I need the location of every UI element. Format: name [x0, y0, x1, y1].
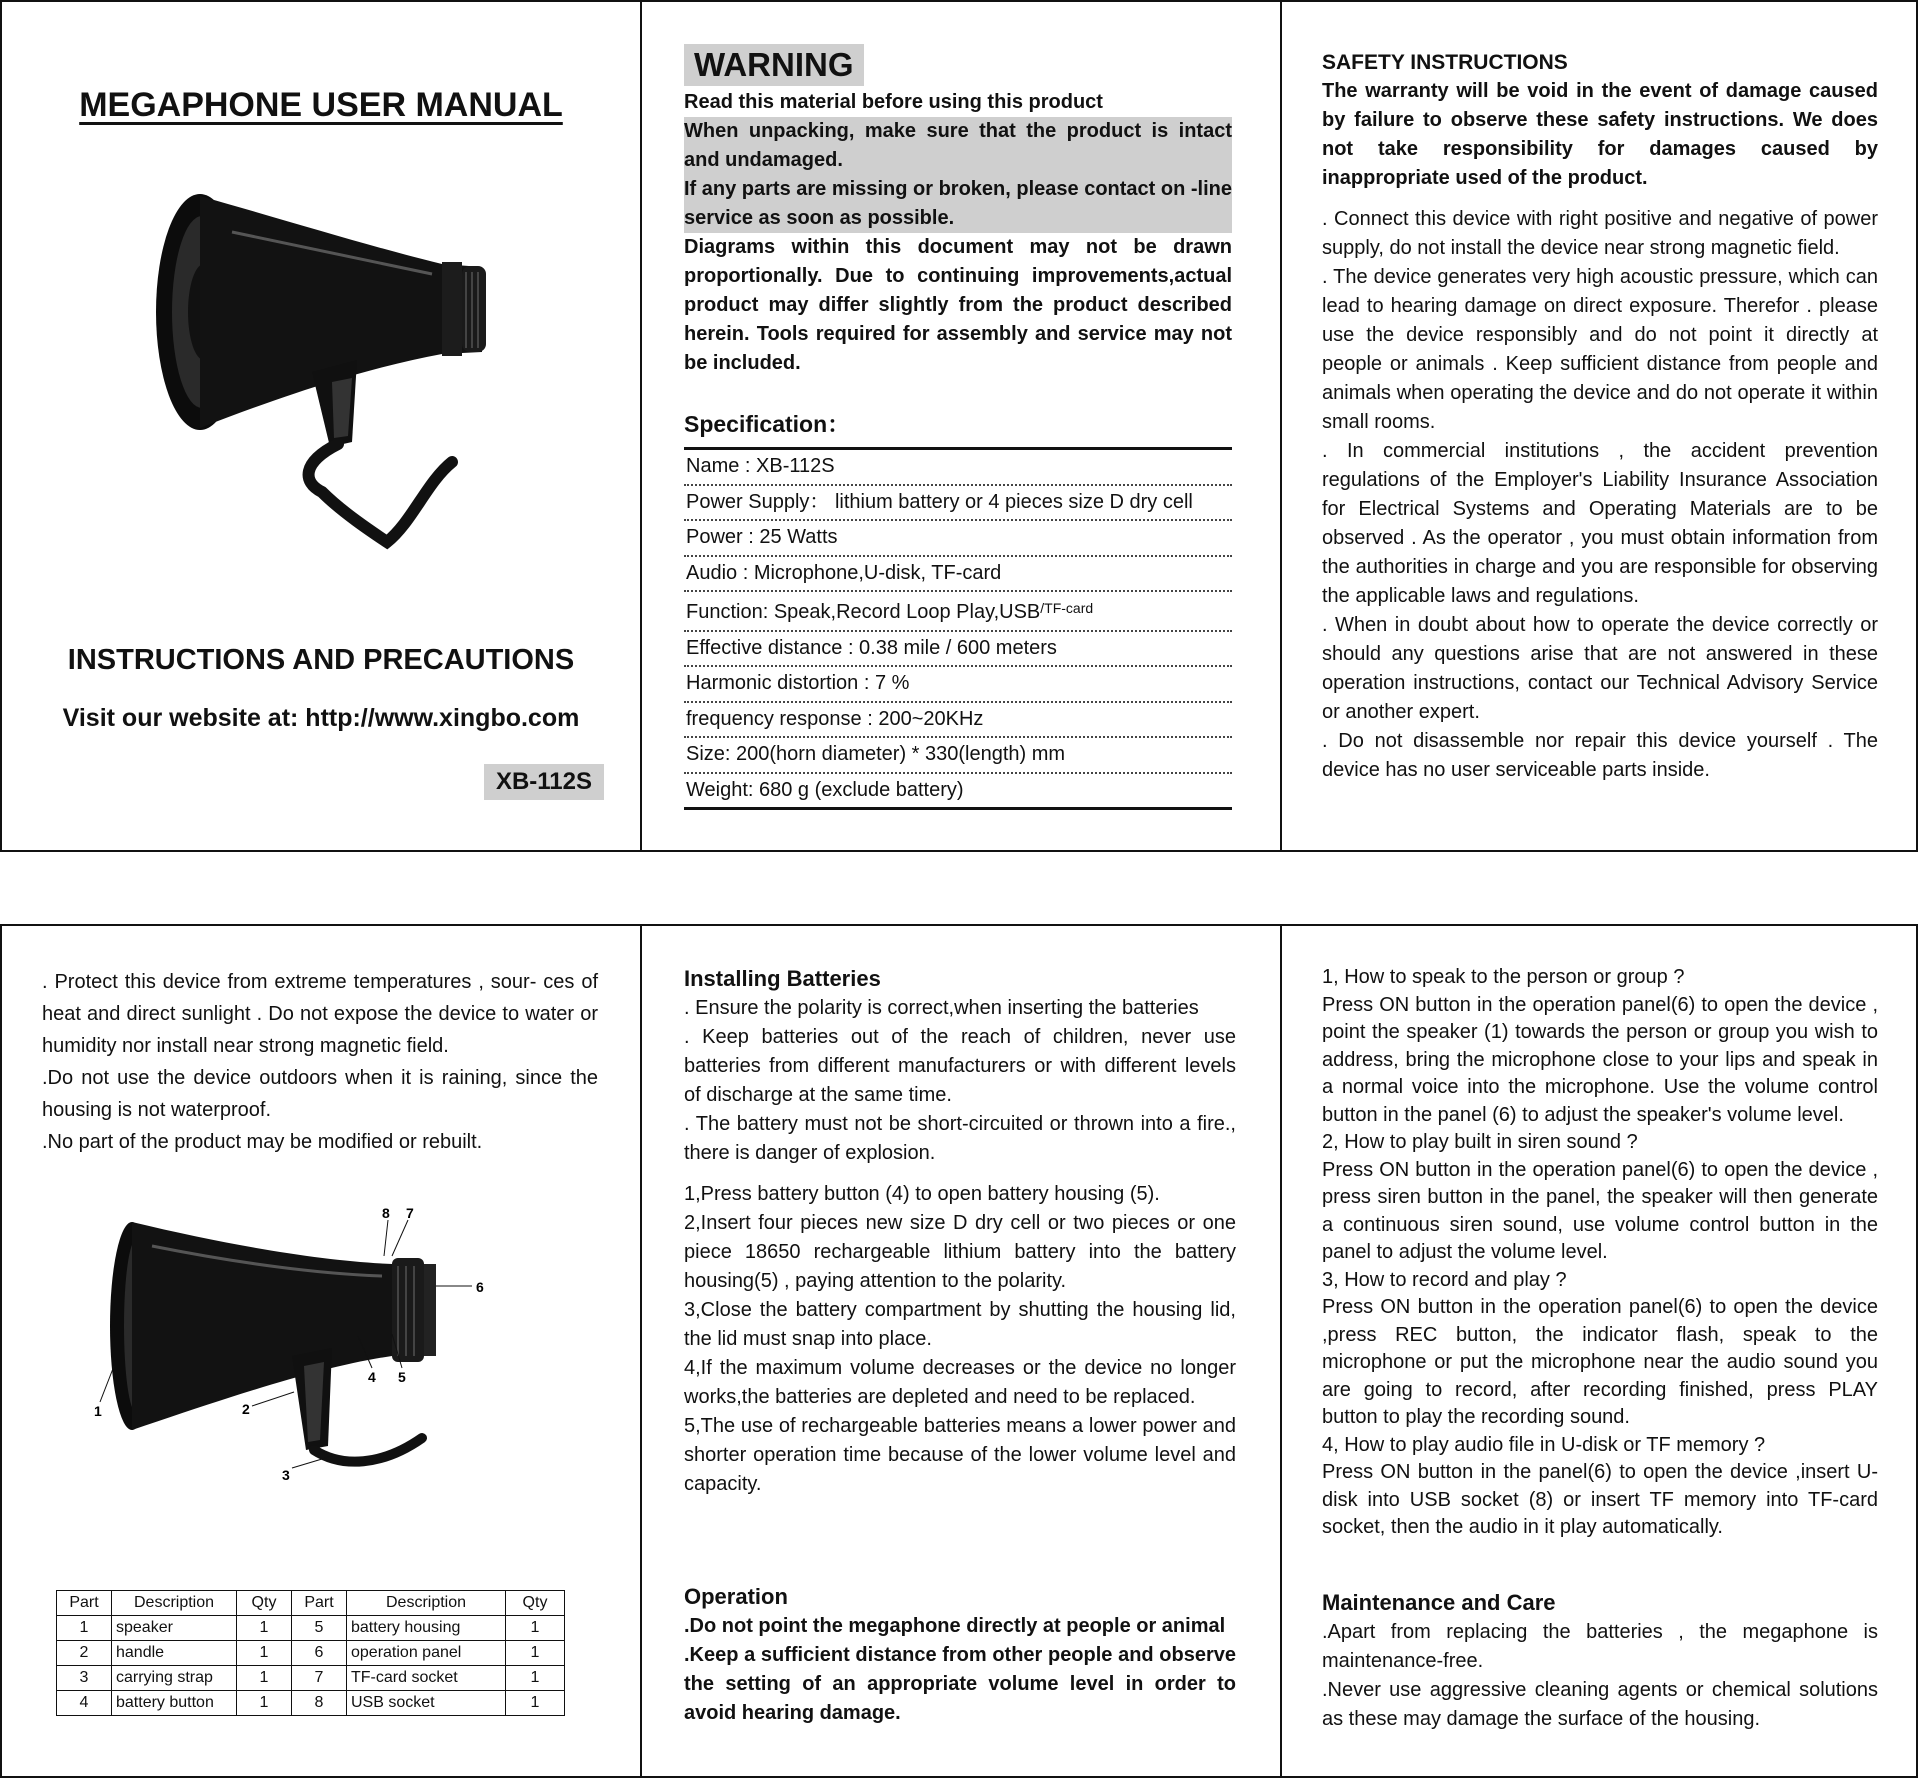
callout-2: 2 — [242, 1401, 250, 1417]
spec-function: Function: Speak,Record Loop Play,USB — [686, 601, 1041, 623]
warning-line: If any parts are missing or broken, please contact on -line service as soon as possible. — [684, 175, 1232, 233]
operation-line: .Do not point the megaphone directly at people or animal — [684, 1615, 1226, 1637]
callout-6: 6 — [476, 1279, 484, 1295]
table-cell: 1 — [237, 1641, 292, 1666]
table-cell: battery housing — [347, 1616, 506, 1641]
battery-bullet: . Keep batteries out of the reach of children, never use batteries from different manufacturers or with different levels of discharge at the same time. — [684, 1026, 1236, 1106]
col-header: Qty — [237, 1591, 292, 1616]
batteries-title: Installing Batteries — [684, 966, 881, 991]
table-cell: 1 — [506, 1641, 565, 1666]
howto-answer: Press ON button in the panel(6) to open the device ,insert U-disk into USB socket (8) or insert TF memory into TF-card socket, then the audio in it play automatically. — [1322, 1461, 1878, 1538]
table-cell: 1 — [57, 1616, 112, 1641]
callout-5: 5 — [398, 1369, 406, 1385]
col-header: Description — [347, 1591, 506, 1616]
table-row — [57, 1616, 565, 1641]
battery-step: 4,If the maximum volume decreases or the device no longer works,the batteries are depleted and need to be replaced. — [684, 1357, 1236, 1408]
table-cell: 1 — [237, 1616, 292, 1641]
col-header: Part — [292, 1591, 347, 1616]
callout-8: 8 — [382, 1206, 390, 1221]
spec-row: frequency response : 200~20KHz — [684, 703, 1232, 739]
spec-row: Power Supply： lithium battery or 4 pieces size D dry cell — [684, 486, 1232, 522]
howto-question: 2, How to play built in siren sound ? — [1322, 1131, 1638, 1153]
table-cell: 5 — [292, 1616, 347, 1641]
callout-3: 3 — [282, 1467, 290, 1483]
table-cell: speaker — [112, 1616, 237, 1641]
specification-table — [684, 447, 1232, 810]
maintenance-line: .Apart from replacing the batteries , the megaphone is maintenance-free. — [1322, 1621, 1878, 1672]
specification-title: Specification： — [684, 411, 851, 437]
safety-item: . The device generates very high acoustic pressure, which can lead to hearing damage on direct exposure. Therefor . please use the device responsibly and do not point it directly at people or animals . Keep sufficient distance from people and animals when operating the device and do not operate it within small rooms. — [1322, 266, 1878, 433]
batteries-panel — [642, 926, 1280, 1776]
spec-row: Power : 25 Watts — [684, 521, 1232, 557]
battery-bullet: . The battery must not be short-circuited or thrown into a fire., there is danger of explosion. — [684, 1113, 1236, 1164]
table-row — [57, 1666, 565, 1691]
safety-panel — [1282, 2, 1918, 850]
howto-section — [1322, 964, 1878, 1542]
safety-title: SAFETY INSTRUCTIONS — [1322, 51, 1568, 74]
safety-item: . Do not disassemble nor repair this device yourself . The device has no user serviceable parts inside. — [1322, 730, 1878, 781]
callout-1: 1 — [94, 1403, 102, 1419]
howto-panel — [1282, 926, 1918, 1776]
table-cell: 7 — [292, 1666, 347, 1691]
warning-line: When unpacking, make sure that the product is intact and undamaged. — [684, 117, 1232, 175]
protect-section — [42, 966, 598, 1158]
howto-question: 4, How to play audio file in U-disk or TF memory ? — [1322, 1433, 1766, 1456]
howto-answer: Press ON button in the operation panel(6) to open the device ,press REC button, the indicator flash, speak to the microphone or put the microphone near the audio sound you are going to record, after recording finished, press PLAY button to play the recording sound. — [1322, 1296, 1878, 1428]
table-cell: 3 — [57, 1666, 112, 1691]
col-header: Description — [112, 1591, 237, 1616]
howto-answer: Press ON button in the operation panel(6) to open the device , press siren button in the panel, the speaker will then generate a continuous siren sound, use volume control button in the panel to adjust the volume level. — [1322, 1158, 1878, 1263]
howto-question: 1, How to speak to the person or group ? — [1322, 966, 1685, 988]
table-cell: 2 — [57, 1641, 112, 1666]
protect-item: .Do not use the device outdoors when it is raining, since the housing is not waterproof. — [42, 1067, 598, 1121]
operation-title: Operation — [684, 1584, 788, 1609]
operation-section — [684, 1584, 1236, 1728]
specification-section — [684, 406, 1232, 810]
spec-row: Effective distance : 0.38 mile / 600 meters — [684, 632, 1232, 668]
spec-row: Weight: 680 g (exclude battery) — [686, 778, 964, 801]
parts-table — [56, 1590, 565, 1716]
spec-row: Name : XB-112S — [684, 450, 1232, 486]
warning-line: Diagrams within this document may not be drawn proportionally. Due to continuing improvements,actual product may differ slightly from the product described herein. Tools required for assembly and service may not be included. — [684, 236, 1232, 374]
protect-item: .No part of the product may be modified or rebuilt. — [42, 1131, 483, 1153]
spec-row: Harmonic distortion : 7 % — [684, 667, 1232, 703]
table-cell: battery button — [112, 1691, 237, 1716]
battery-step: 3,Close the battery compartment by shutting the housing lid, the lid must snap into place. — [684, 1299, 1236, 1350]
callout-4: 4 — [368, 1369, 376, 1385]
table-cell: 8 — [292, 1691, 347, 1716]
cover-panel — [2, 2, 640, 850]
table-cell: 1 — [506, 1691, 565, 1716]
maintenance-section — [1322, 1590, 1878, 1734]
battery-step: 5,The use of rechargeable batteries means a lower power and shorter operation time because of the lower volume level and capacity. — [684, 1415, 1236, 1495]
spec-row: Audio : Microphone,U-disk, TF-card — [684, 557, 1232, 593]
operation-line: .Keep a sufficient distance from other people and observe the setting of an appropriate volume level in order to avoid hearing damage. — [684, 1644, 1236, 1724]
table-cell: TF-card socket — [347, 1666, 506, 1691]
maintenance-title: Maintenance and Care — [1322, 1590, 1556, 1615]
col-header: Part — [57, 1591, 112, 1616]
table-cell: 1 — [506, 1666, 565, 1691]
megaphone-photo — [152, 192, 502, 552]
table-cell: carrying strap — [112, 1666, 237, 1691]
manual-title: MEGAPHONE USER MANUAL — [79, 86, 563, 124]
safety-section — [1322, 48, 1878, 785]
safety-item: . When in doubt about how to operate the device correctly or should any questions arise that are not answered in these operation instructions, contact our Technical Advisory Service or another expert. — [1322, 614, 1878, 723]
battery-bullet: . Ensure the polarity is correct,when inserting the batteries — [684, 997, 1199, 1019]
table-cell: USB socket — [347, 1691, 506, 1716]
spec-row: Size: 200(horn diameter) * 330(length) mm — [684, 738, 1232, 774]
howto-question: 3, How to record and play ? — [1322, 1268, 1567, 1291]
warning-block — [684, 44, 1232, 378]
manual-sheet-front — [0, 0, 1918, 852]
parts-panel — [2, 926, 640, 1776]
website-line: Visit our website at: http://www.xingbo.com — [62, 704, 580, 732]
batteries-section — [684, 966, 1236, 1499]
battery-step: 2,Insert four pieces new size D dry cell or two pieces or one piece 18650 rechargeable lithium battery into the battery housing(5) , paying attention to the polarity. — [684, 1212, 1236, 1292]
parts-table-header — [57, 1591, 565, 1616]
maintenance-line: .Never use aggressive cleaning agents or chemical solutions as these may damage the surface of the housing. — [1322, 1679, 1878, 1730]
model-badge: XB-112S — [484, 764, 604, 800]
table-row — [57, 1641, 565, 1666]
manual-sheet-back — [0, 924, 1918, 1778]
safety-item: . Connect this device with right positive and negative of power supply, do not install the device near strong magnetic field. — [1322, 208, 1878, 259]
howto-answer: Press ON button in the operation panel(6) to open the device , point the speaker (1) towards the person or group you wish to address, bring the microphone close to your lips and speak in a normal voice into the microphone. Use the volume control button in the panel (6) to adjust the speaker's volume level. — [1322, 993, 1878, 1126]
safety-intro: The warranty will be void in the event of damage caused by failure to observe these safety instructions. We does not take responsibility for damages caused by inappropriate used of the product. — [1322, 80, 1878, 189]
parts-table-wrap — [56, 1590, 565, 1716]
megaphone-diagram — [92, 1206, 562, 1496]
table-row — [57, 1691, 565, 1716]
table-cell: operation panel — [347, 1641, 506, 1666]
callout-7: 7 — [406, 1206, 414, 1221]
table-cell: 6 — [292, 1641, 347, 1666]
spec-row — [684, 592, 1232, 632]
protect-item: . Protect this device from extreme temperatures , sour- ces of heat and direct sunlight . Do not expose the device to water or humidity nor install near strong magnetic field. — [42, 971, 598, 1057]
table-cell: 1 — [237, 1666, 292, 1691]
table-cell: handle — [112, 1641, 237, 1666]
battery-step: 1,Press battery button (4) to open battery housing (5). — [684, 1183, 1160, 1205]
table-cell: 1 — [237, 1691, 292, 1716]
warning-line: Read this material before using this product — [684, 91, 1103, 113]
table-cell: 4 — [57, 1691, 112, 1716]
safety-item: . In commercial institutions , the accident prevention regulations of the Employer's Liability Insurance Association for Electrical Systems and Operating Materials are to be observed . As the operator , you must obtain information from the authorities in charge and you are responsible for observing the applicable laws and regulations. — [1322, 440, 1878, 607]
table-cell: 1 — [506, 1616, 565, 1641]
spec-function-suffix: /TF-card — [1040, 600, 1094, 616]
warning-panel — [642, 2, 1280, 850]
cover-subtitle: INSTRUCTIONS AND PRECAUTIONS — [67, 644, 575, 676]
col-header: Qty — [506, 1591, 565, 1616]
warning-badge: WARNING — [684, 44, 864, 86]
